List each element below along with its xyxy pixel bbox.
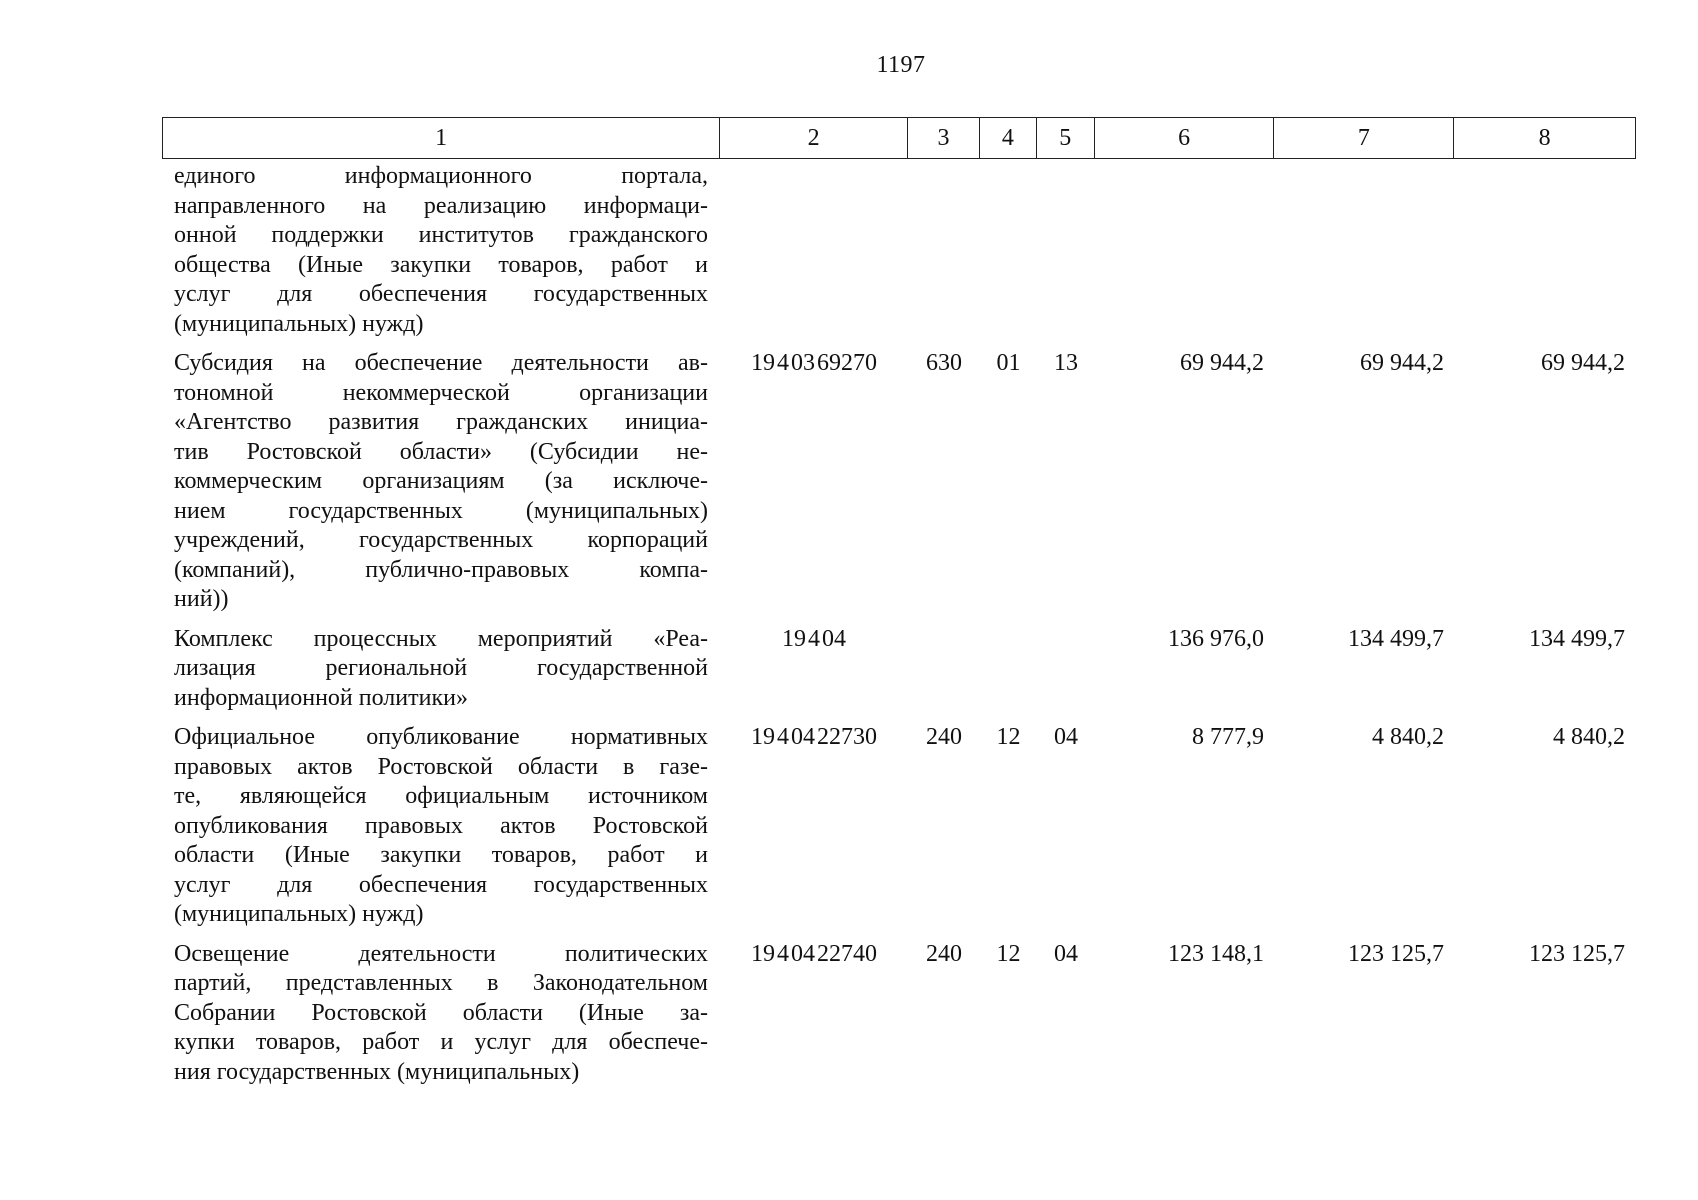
cell-amount-year-3: 123 125,7 [1529,940,1625,967]
table-row [162,349,1636,615]
cell-description [162,940,720,1088]
header-col-8: 8 [1538,124,1551,151]
cell-section: 01 [996,350,1021,376]
cell-amount-year-3 [1455,162,1636,339]
description-line: лизация региональной государственной [174,655,708,681]
cell-amount-year-1 [1095,162,1275,339]
description-line: Собрании Ростовской области (Иные за- [174,999,708,1026]
cell-amount-year-1: 136 976,0 [1168,625,1264,652]
cell-expense-type: 630 [926,350,962,376]
description-line: те, являющейся официальным источником [174,783,708,809]
cell-subsection: 04 [1054,724,1078,750]
budget-table [162,117,1636,1097]
cell-target-code: 19 4 04 22730 [751,724,877,750]
cell-subsection [1037,625,1095,714]
cell-amount-year-3: 69 944,2 [1541,350,1625,376]
description-line: направленного на реализацию информаци- [174,192,708,219]
cell-expense-type: 240 [926,940,962,967]
table-row [162,625,1636,714]
description-line: правовых актов Ростовской области в газе- [174,753,708,780]
cell-amount-year-3: 134 499,7 [1529,625,1625,652]
description-line: (компаний), публично-правовых компа- [174,556,708,583]
cell-description [162,349,720,615]
description-line: Субсидия на обеспечение деятельности ав- [174,350,708,376]
cell-target-code [720,162,908,339]
header-col-5: 5 [1037,118,1095,158]
cell-subsection: 13 [1054,350,1078,376]
description-line: партий, представленных в Законодательном [174,970,708,996]
cell-section [980,162,1037,339]
cell-expense-type [908,625,980,714]
cell-target-code: 19 4 04 [782,625,846,652]
cell-amount-year-1: 123 148,1 [1168,940,1264,967]
cell-amount-year-1: 69 944,2 [1180,350,1264,376]
cell-target-code: 19 4 03 69270 [751,350,877,376]
cell-amount-year-2: 4 840,2 [1372,724,1444,750]
description-line: общества (Иные закупки товаров, работ и [174,251,708,278]
description-line: Официальное опубликование нормативных [174,724,708,750]
description-line: (муниципальных) нужд) [174,310,424,337]
cell-section: 12 [996,940,1021,967]
description-line: (муниципальных) нужд) [174,901,424,927]
cell-description [162,723,720,930]
cell-description [162,625,720,714]
description-line: купки товаров, работ и услуг для обеспече- [174,1029,708,1055]
description-line: Комплекс процессных мероприятий «Реа- [174,625,708,652]
header-col-1: 1 [163,118,720,158]
cell-description [162,162,720,339]
description-line: тив Ростовской области» (Субсидии не- [174,438,708,465]
header-col-6: 6 [1095,118,1275,158]
description-line: опубликования правовых актов Ростовской [174,812,708,839]
table-row [162,162,1636,339]
cell-section: 12 [996,724,1021,750]
cell-expense-type [908,162,980,339]
page-number: 1197 [876,52,926,78]
description-line: услуг для обеспечения государственных [174,281,708,307]
description-line: Освещение деятельности политических [174,940,708,967]
description-line: ния государственных (муниципальных) [174,1058,580,1085]
description-line: области (Иные закупки товаров, работ и [174,842,708,868]
header-col-4: 4 [980,118,1037,158]
description-line: коммерческим организациям (за исключе- [174,468,708,494]
header-col-7: 7 [1274,118,1454,158]
description-line: онной поддержки институтов гражданского [174,222,708,248]
cell-subsection [1037,162,1095,339]
cell-amount-year-2 [1275,162,1455,339]
table-header-row [162,117,1636,159]
description-line: «Агентство развития гражданских инициа- [174,409,708,435]
header-col-3: 3 [908,118,980,158]
description-line: информационной политики» [174,684,468,711]
table-row [162,940,1636,1088]
cell-amount-year-2: 69 944,2 [1360,350,1444,376]
cell-amount-year-3: 4 840,2 [1553,724,1625,750]
description-line: услуг для обеспечения государственных [174,871,708,898]
table-row [162,723,1636,930]
description-line: ний)) [174,586,229,612]
cell-amount-year-2: 134 499,7 [1348,625,1444,652]
header-col-2: 2 [720,118,908,158]
description-line: тономной некоммерческой организации [174,379,708,406]
cell-subsection: 04 [1054,940,1078,967]
description-line: учреждений, государственных корпораций [174,527,708,553]
table-body [162,162,1636,1087]
cell-expense-type: 240 [926,724,962,750]
description-line: нием государственных (муниципальных) [174,497,708,524]
cell-section [980,625,1037,714]
cell-amount-year-2: 123 125,7 [1348,940,1444,967]
description-line: единого информационного портала, [174,163,708,189]
cell-target-code: 19 4 04 22740 [751,940,877,967]
cell-amount-year-1: 8 777,9 [1192,724,1264,750]
